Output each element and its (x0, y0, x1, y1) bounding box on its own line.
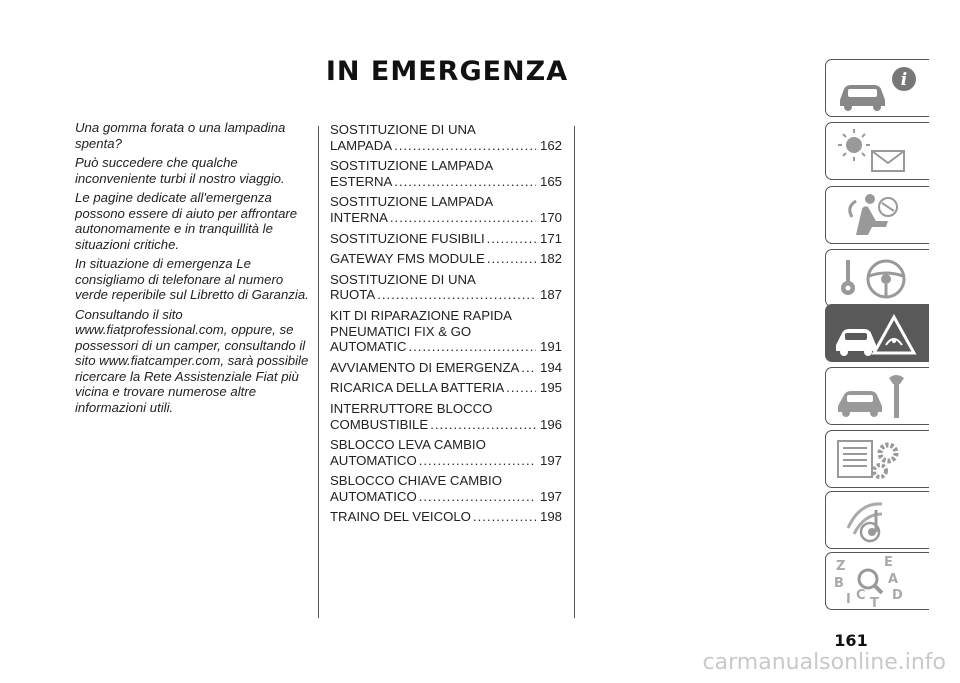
intro-paragraph: In situazione di emergenza Le consigliamo di telefonare al numero verde reperibile sul Libretto di Garanzia. (75, 256, 309, 302)
tab-index[interactable] (825, 552, 929, 610)
page-number: 161 (834, 631, 868, 650)
toc-entry-label: COMBUSTIBILE (330, 416, 429, 432)
toc-entry[interactable] (330, 194, 562, 225)
toc-leader-dots (473, 509, 536, 525)
toc-leader-dots (521, 360, 536, 376)
toc-page-number: 195 (539, 380, 562, 396)
car-breakdown-warning-icon (826, 305, 930, 363)
toc-page-number: 182 (539, 251, 562, 267)
toc-entry[interactable] (330, 509, 562, 525)
toc-leader-dots (408, 339, 536, 355)
toc-entry-label: PNEUMATICI FIX & GO (330, 323, 472, 339)
toc-page-number: 170 (539, 209, 562, 225)
toc-page-number: 162 (539, 137, 562, 153)
toc-entry-label: SOSTITUZIONE LAMPADA (330, 158, 494, 174)
toc-leader-dots (419, 489, 536, 505)
toc-leader-dots (394, 138, 536, 154)
toc-entry-label: SOSTITUZIONE DI UNA (330, 122, 476, 137)
toc-entry[interactable] (330, 401, 562, 432)
tab-safety[interactable] (825, 186, 929, 244)
toc-entry-label: ESTERNA (330, 173, 393, 189)
toc-page-number: 191 (539, 339, 562, 355)
toc-entry-label: LAMPADA (330, 137, 393, 153)
toc-entry-label: KIT DI RIPARAZIONE RAPIDA (330, 307, 512, 323)
tab-technical-data[interactable] (825, 430, 929, 488)
tab-warning-lights[interactable] (825, 122, 929, 180)
table-of-contents (330, 122, 562, 530)
intro-paragraph: Può succedere che qualche inconveniente turbi il nostro viaggio. (75, 155, 285, 186)
column-divider-right (574, 126, 575, 618)
toc-entry-label: SOSTITUZIONE DI UNA (330, 271, 476, 287)
svg-text:i: i (900, 70, 908, 90)
index-letter: Z (836, 559, 846, 574)
toc-page-number: 197 (539, 488, 562, 504)
index-letter: D (892, 588, 903, 603)
warning-lights-message-icon (826, 123, 930, 181)
index-letter: E (884, 555, 893, 570)
index-letter: C (856, 588, 866, 603)
multimedia-music-icon (826, 492, 930, 550)
toc-entry[interactable] (330, 158, 562, 189)
watermark: carmanualsonline.info (702, 650, 946, 675)
toc-leader-dots (390, 210, 536, 226)
tab-car-info[interactable] (825, 59, 929, 117)
toc-entry[interactable] (330, 251, 562, 267)
alphabetical-index-icon (826, 553, 930, 611)
toc-entry-label: SBLOCCO LEVA CAMBIO (330, 437, 486, 453)
toc-entry[interactable] (330, 122, 562, 153)
intro-paragraph: Una gomma forata o una lampadina spenta? (75, 120, 286, 151)
toc-page-number: 197 (539, 452, 562, 468)
tab-maintenance[interactable] (825, 367, 929, 425)
section-title: IN EMERGENZA (325, 56, 569, 87)
toc-entry-label: RICARICA DELLA BATTERIA (330, 380, 505, 396)
tab-emergency[interactable] (825, 304, 929, 362)
index-letter: A (888, 572, 899, 587)
toc-page-number: 196 (539, 416, 562, 432)
toc-entry-label: AUTOMATICO (330, 488, 417, 504)
toc-entry-label: AVVIAMENTO DI EMERGENZA (330, 359, 520, 375)
toc-entry[interactable] (330, 360, 562, 376)
intro-paragraph: Consultando il sito www.fiatprofessional.com, oppure, se possessori di un camper, consultando il sito www.fiatcamper.com, sarà possibile ricercare la Rete Assistenziale Fiat più vicina e trovare numerose altre informazioni utili. (75, 306, 309, 415)
toc-entry-label: RUOTA (330, 287, 376, 303)
toc-entry[interactable] (330, 231, 562, 247)
toc-leader-dots (394, 174, 536, 190)
toc-entry-label: SOSTITUZIONE FUSIBILI (330, 230, 485, 246)
toc-entry[interactable] (330, 473, 562, 504)
toc-leader-dots (430, 417, 536, 433)
toc-entry-label: INTERRUTTORE BLOCCO (330, 400, 493, 416)
toc-entry-label: SBLOCCO CHIAVE CAMBIO (330, 473, 502, 489)
toc-entry-label: TRAINO DEL VEICOLO (330, 509, 471, 525)
toc-entry-label: SOSTITUZIONE LAMPADA (330, 194, 494, 210)
toc-entry-label: GATEWAY FMS MODULE (330, 251, 485, 267)
toc-leader-dots (487, 231, 536, 247)
toc-entry-label: AUTOMATIC (330, 339, 407, 355)
intro-paragraph: Le pagine dedicate all'emergenza possono essere di aiuto per affrontare autonomamente e in tranquillità le situazioni critiche. (75, 190, 298, 252)
tab-multimedia[interactable] (825, 491, 929, 549)
toc-page-number: 187 (539, 287, 562, 303)
tab-starting-driving[interactable] (825, 249, 929, 307)
index-letter: B (834, 576, 844, 591)
toc-page-number: 165 (539, 173, 562, 189)
toc-page-number: 194 (539, 359, 562, 375)
toc-entry-label: INTERNA (330, 209, 388, 225)
toc-leader-dots (377, 287, 536, 303)
toc-leader-dots (419, 453, 536, 469)
toc-entry[interactable] (330, 437, 562, 468)
seat-airbag-icon (826, 187, 930, 245)
toc-leader-dots (506, 380, 536, 396)
car-maintenance-wrench-icon (826, 368, 930, 426)
key-steering-wheel-icon (826, 250, 930, 308)
toc-entry[interactable] (330, 272, 562, 303)
intro-text (75, 120, 315, 419)
toc-page-number: 171 (539, 230, 562, 246)
toc-entry[interactable] (330, 380, 562, 396)
index-letter: T (870, 596, 879, 611)
toc-leader-dots (487, 251, 536, 267)
toc-page-number: 198 (539, 509, 562, 525)
index-letter: I (846, 592, 851, 607)
column-divider-left (318, 126, 319, 618)
car-info-icon (826, 60, 930, 118)
technical-data-gears-icon (826, 431, 930, 489)
toc-entry-label: AUTOMATICO (330, 452, 417, 468)
toc-entry[interactable] (330, 308, 562, 355)
